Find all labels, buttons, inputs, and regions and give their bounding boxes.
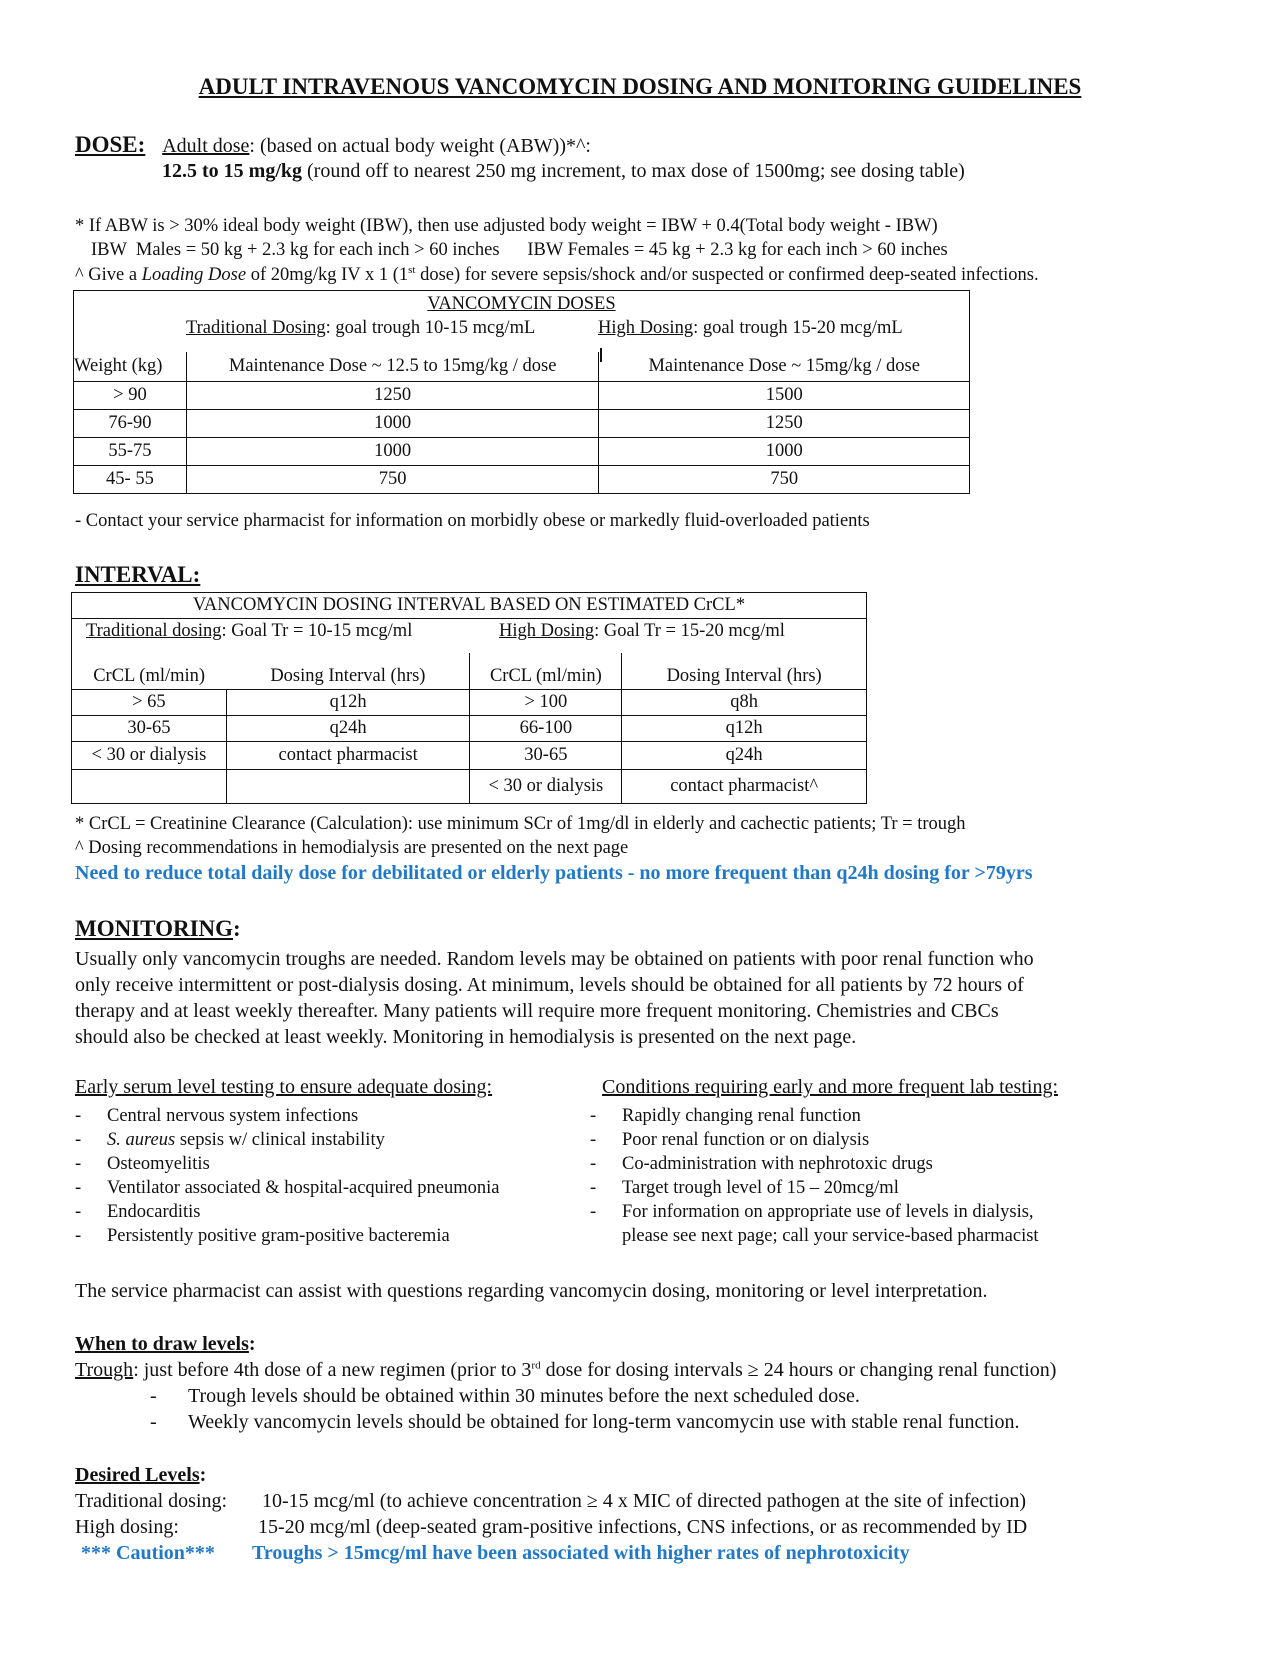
- interval-table-subtitle: [72, 619, 867, 653]
- hemodialysis-note: ^ Dosing recommendations in hemodialysis are presented on the next page: [75, 838, 629, 858]
- header-crcl-trad: CrCL (ml/min): [72, 653, 227, 690]
- caution-text: Troughs > 15mcg/ml have been associated with higher rates of nephrotoxicity: [252, 1542, 910, 1564]
- weight-cell: 76-90: [74, 410, 187, 438]
- list-item: [590, 1200, 1039, 1224]
- early-testing-list: [75, 1104, 500, 1248]
- crcl-cell: 66-100: [470, 716, 622, 742]
- list-item: [590, 1152, 1039, 1176]
- early-testing-heading: Early serum level testing to ensure adequate dosing:: [75, 1076, 493, 1098]
- list-dash: -: [590, 1202, 597, 1222]
- s-aureus-italic: S. aureus: [107, 1130, 176, 1150]
- list-item: [75, 1128, 500, 1152]
- dose-table-title-text: VANCOMYCIN DOSES: [427, 293, 616, 314]
- header-interval-trad: Dosing Interval (hrs): [226, 653, 470, 690]
- subtitle-divider: [600, 348, 602, 362]
- interval-cell: q24h: [622, 742, 867, 770]
- list-item: [590, 1176, 1039, 1200]
- ibw-note: IBW Males = 50 kg + 2.3 kg for each inch > 60 inches IBW Females = 45 kg + 2.3 kg for each inch > 60 inches: [91, 240, 948, 260]
- high-dose-cell: 1000: [599, 438, 970, 466]
- desired-colon: :: [199, 1464, 207, 1486]
- monitoring-heading-text: MONITORING: [75, 916, 234, 941]
- table-row: [74, 466, 970, 494]
- list-dash: -: [75, 1202, 82, 1222]
- page-title: ADULT INTRAVENOUS VANCOMYCIN DOSING AND MONITORING GUIDELINES: [198, 74, 1082, 99]
- vancomycin-doses-table: [73, 290, 970, 494]
- list-item-text: Endocarditis: [107, 1202, 201, 1222]
- list-item-text: Co-administration with nephrotoxic drugs: [622, 1154, 933, 1174]
- list-dash: -: [75, 1106, 82, 1126]
- list-item-text: Central nervous system infections: [107, 1106, 359, 1126]
- monitoring-line: therapy and at least weekly thereafter. Many patients will require more frequent monitoring. Chemistries and CBCs: [75, 1000, 999, 1022]
- list-dash: -: [150, 1385, 157, 1407]
- list-item-text: sepsis w/ clinical instability: [179, 1130, 385, 1150]
- pharmacist-assist-note: The service pharmacist can assist with questions regarding vancomycin dosing, monitoring or level interpretation.: [75, 1280, 988, 1302]
- when-heading-text: When to draw levels: [75, 1333, 249, 1355]
- desired-heading-text: Desired Levels: [75, 1464, 200, 1486]
- trough-line: [75, 1359, 1056, 1382]
- list-item-text: Ventilator associated & hospital-acquired pneumonia: [107, 1178, 500, 1198]
- trad-dose-cell: 1250: [186, 382, 599, 410]
- header-maintenance-trad: Maintenance Dose ~ 12.5 to 15mg/kg / dose: [186, 352, 599, 382]
- crcl-cell: > 100: [470, 690, 622, 716]
- dose-range-bold: 12.5 to 15 mg/kg: [162, 160, 302, 182]
- list-item-text: Target trough level of 15 – 20mcg/ml: [622, 1178, 899, 1198]
- trough-text-b: dose for dosing intervals ≥ 24 hours or changing renal function): [540, 1359, 1057, 1381]
- trad-interval-text: : Goal Tr = 10-15 mcg/ml: [221, 621, 413, 641]
- dose-range-text: (round off to nearest 250 mg increment, to max dose of 1500mg; see dosing table): [302, 160, 965, 182]
- interval-cell: contact pharmacist: [226, 742, 470, 770]
- list-dash: -: [590, 1106, 597, 1126]
- elderly-warning: Need to reduce total daily dose for debilitated or elderly patients - no more frequent than q24h dosing for >79yrs: [75, 862, 1033, 884]
- interval-cell: q12h: [226, 690, 470, 716]
- weight-cell: > 90: [74, 382, 187, 410]
- list-item-text: Persistently positive gram-positive bacteremia: [107, 1226, 450, 1246]
- adult-dose-text: : (based on actual body weight (ABW))*^:: [249, 135, 591, 157]
- crcl-cell: 30-65: [470, 742, 622, 770]
- list-dash: -: [590, 1178, 597, 1198]
- when-heading: [75, 1333, 256, 1356]
- trad-dosing-label: Traditional Dosing: [186, 317, 326, 338]
- list-item: [75, 1104, 500, 1128]
- conditions-list: [590, 1104, 1039, 1248]
- table-row: [74, 410, 970, 438]
- weight-cell: 55-75: [74, 438, 187, 466]
- loading-note-a: ^ Give a: [75, 265, 142, 286]
- list-item: [590, 1128, 1039, 1152]
- trad-dose-cell: 750: [186, 466, 599, 494]
- list-item: [75, 1152, 500, 1176]
- list-dash: -: [75, 1154, 82, 1174]
- interval-header-row: [72, 653, 867, 690]
- interval-cell: q12h: [622, 716, 867, 742]
- list-item: [150, 1411, 1019, 1434]
- high-dose-cell: 750: [599, 466, 970, 494]
- caution-label: *** Caution***: [81, 1542, 215, 1564]
- table-row: [72, 742, 867, 770]
- dose-table-subtitle: [74, 318, 970, 352]
- adult-dose-label: Adult dose: [162, 135, 250, 157]
- list-item: [590, 1224, 1039, 1248]
- monitoring-line: should also be checked at least weekly. Monitoring in hemodialysis is presented on the next page.: [75, 1026, 857, 1048]
- desired-trad-label: Traditional dosing:: [75, 1490, 228, 1512]
- dosing-interval-table: [71, 592, 867, 804]
- list-dash: -: [75, 1178, 82, 1198]
- desired-high-label: High dosing:: [75, 1516, 179, 1538]
- trough-label: Trough: [75, 1359, 134, 1381]
- high-interval-text: : Goal Tr = 15-20 mcg/ml: [594, 621, 785, 641]
- weight-cell: 45- 55: [74, 466, 187, 494]
- trad-interval-goal: [86, 621, 412, 642]
- list-dash: -: [590, 1130, 597, 1150]
- desired-high-text: 15-20 mcg/ml (deep-seated gram-positive infections, CNS infections, or as recommended by ID: [258, 1516, 1028, 1538]
- dose-table-title: [74, 291, 970, 318]
- high-interval-label: High Dosing: [499, 621, 595, 641]
- table-row: [72, 690, 867, 716]
- trad-dose-cell: 1000: [186, 410, 599, 438]
- list-item: [590, 1104, 1039, 1128]
- high-dose-cell: 1500: [599, 382, 970, 410]
- table-row: [74, 382, 970, 410]
- interval-cell: q24h: [226, 716, 470, 742]
- crcl-cell: < 30 or dialysis: [470, 770, 622, 804]
- abw-note: * If ABW is > 30% ideal body weight (IBW), then use adjusted body weight = IBW + 0.4(Total body weight - IBW): [75, 216, 938, 236]
- high-dosing-goal: [598, 318, 903, 339]
- crcl-cell: > 65: [72, 690, 227, 716]
- desired-heading: [75, 1464, 206, 1487]
- dose-heading: DOSE:: [75, 132, 146, 157]
- dose-line: [75, 132, 591, 158]
- trad-dosing-goal: [186, 318, 535, 339]
- trad-dose-cell: 1000: [186, 438, 599, 466]
- list-item-text: Osteomyelitis: [107, 1154, 210, 1174]
- conditions-heading: Conditions requiring early and more frequent lab testing:: [602, 1076, 1058, 1098]
- list-item-text: Rapidly changing renal function: [622, 1106, 861, 1126]
- list-dash: -: [150, 1411, 157, 1433]
- table-row: [72, 770, 867, 804]
- crcl-cell: [72, 770, 227, 804]
- loading-dose-note: [75, 264, 1039, 286]
- list-item: [150, 1385, 860, 1408]
- contact-pharmacist-note: - Contact your service pharmacist for information on morbidly obese or markedly fluid-overloaded patients: [75, 511, 870, 531]
- list-item: [75, 1176, 500, 1200]
- list-item-text: For information on appropriate use of levels in dialysis,: [622, 1202, 1034, 1222]
- high-dosing-text: : goal trough 15-20 mcg/mL: [693, 317, 903, 338]
- trad-dosing-text: : goal trough 10-15 mcg/mL: [325, 317, 536, 338]
- loading-note-sup: st: [408, 264, 416, 276]
- trough-text-a: : just before 4th dose of a new regimen (prior to 3: [133, 1359, 532, 1381]
- interval-heading: INTERVAL:: [75, 562, 201, 587]
- dose-range-line: [162, 160, 965, 183]
- list-item: [75, 1224, 500, 1248]
- trough-bullet-1: Trough levels should be obtained within 30 minutes before the next scheduled dose.: [188, 1385, 860, 1407]
- high-interval-goal: [499, 621, 785, 642]
- header-crcl-high: CrCL (ml/min): [470, 653, 622, 690]
- list-dash: -: [75, 1130, 82, 1150]
- header-interval-high: Dosing Interval (hrs): [622, 653, 867, 690]
- dose-table-header-row: [74, 352, 970, 382]
- list-dash: -: [75, 1226, 82, 1246]
- high-dose-cell: 1250: [599, 410, 970, 438]
- table-row: [72, 716, 867, 742]
- trough-bullet-2: Weekly vancomycin levels should be obtained for long-term vancomycin use with stable renal function.: [188, 1411, 1020, 1433]
- when-colon: :: [248, 1333, 256, 1355]
- trough-sup: rd: [531, 1359, 541, 1372]
- list-item-text: please see next page; call your service-based pharmacist: [622, 1226, 1039, 1246]
- desired-trad-text: 10-15 mcg/ml (to achieve concentration ≥ 4 x MIC of directed pathogen at the site of infection): [262, 1490, 1027, 1512]
- high-dosing-label: High Dosing: [598, 317, 694, 338]
- monitoring-paragraph: [75, 946, 1034, 1050]
- crcl-cell: < 30 or dialysis: [72, 742, 227, 770]
- crcl-cell: 30-65: [72, 716, 227, 742]
- interval-cell: [226, 770, 470, 804]
- monitoring-line: only receive intermittent or post-dialysis dosing. At minimum, levels should be obtained for all patients by 72 hours of: [75, 974, 1024, 996]
- list-dash: [590, 1224, 622, 1248]
- loading-note-b: of 20mg/kg IV x 1 (1: [246, 265, 409, 286]
- crcl-note: * CrCL = Creatinine Clearance (Calculation): use minimum SCr of 1mg/dl in elderly and cachectic patients; Tr = trough: [75, 814, 966, 834]
- monitoring-colon: :: [233, 916, 241, 941]
- list-dash: -: [590, 1154, 597, 1174]
- table-row: [74, 438, 970, 466]
- list-item-text: Poor renal function or on dialysis: [622, 1130, 870, 1150]
- header-maintenance-high: Maintenance Dose ~ 15mg/kg / dose: [599, 352, 970, 382]
- trad-interval-label: Traditional dosing: [86, 621, 222, 641]
- monitoring-line: Usually only vancomycin troughs are needed. Random levels may be obtained on patients with poor renal function who: [75, 948, 1034, 970]
- list-item: [75, 1200, 500, 1224]
- loading-dose-italic: Loading Dose: [141, 265, 247, 286]
- interval-cell: q8h: [622, 690, 867, 716]
- interval-cell: contact pharmacist^: [622, 770, 867, 804]
- header-weight: Weight (kg): [74, 352, 187, 382]
- monitoring-heading: [75, 916, 241, 942]
- loading-note-c: dose) for severe sepsis/shock and/or suspected or confirmed deep-seated infections.: [415, 265, 1039, 286]
- interval-table-title: VANCOMYCIN DOSING INTERVAL BASED ON ESTIMATED CrCL*: [72, 593, 867, 619]
